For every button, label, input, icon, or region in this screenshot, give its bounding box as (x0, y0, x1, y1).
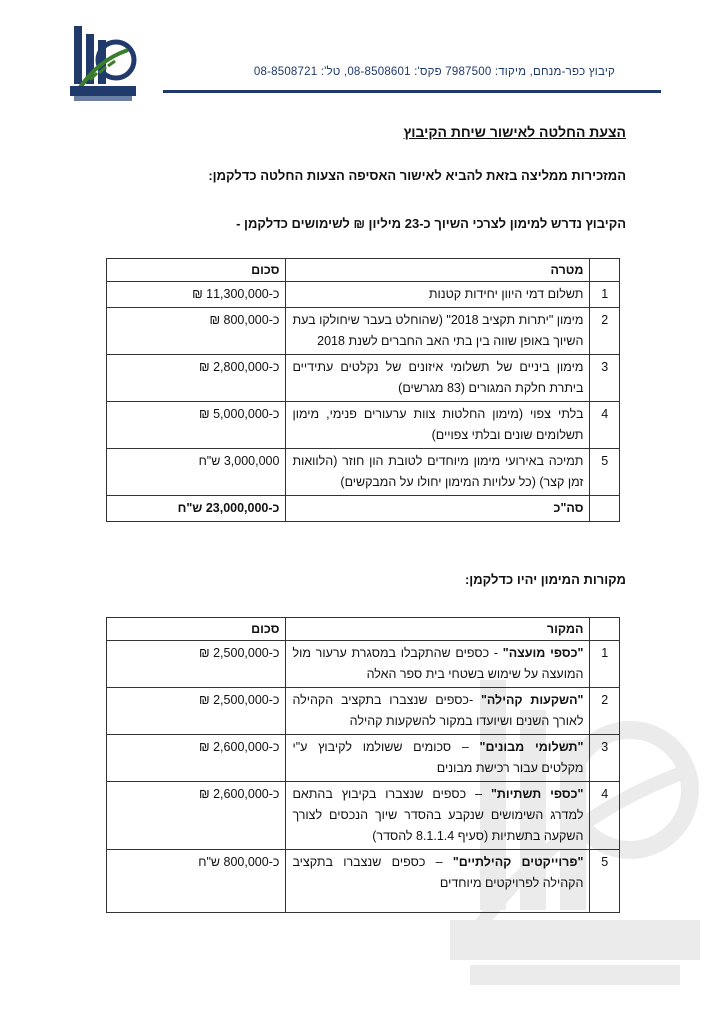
sources-table (106, 617, 620, 913)
row-source (286, 688, 590, 735)
row-amount: כ-2,500,000 ₪ (107, 641, 286, 688)
header-num (590, 259, 620, 282)
row-source (286, 782, 590, 850)
source-separator: – (451, 740, 480, 754)
row-amount: 3,000,000 ש"ח (107, 449, 286, 496)
source-description: כספים שנצברו בקיבוץ בהתאם למדרג השימושים שנקבע בהסדר שיוך הנכסים לצורך השקעה בתשתיות (סעיף 8.1.1.4 להסדר) (292, 787, 584, 843)
header-divider (163, 90, 661, 93)
table-total-row (107, 496, 620, 522)
table-row (107, 282, 620, 308)
source-description: כספים שנצברו בתקציב הקהילה לפרויקטים מיוחדים (292, 855, 584, 890)
row-purpose: מימון ביניים של תשלומי איזונים של נקלטים עתידיים ביתרת חלקת המגורים (83 מגרשים) (286, 355, 590, 402)
row-num: 1 (590, 282, 620, 308)
header-amount: סכום (107, 618, 286, 641)
funding-need-paragraph: הקיבוץ נדרש למימון לצרכי השיוך כ-23 מיליון ₪ לשימושים כדלקמן - (236, 216, 626, 231)
row-amount: כ-2,800,000 ₪ (107, 355, 286, 402)
source-separator: – (425, 855, 453, 869)
row-amount: כ-800,000 ₪ (107, 308, 286, 355)
table-row (107, 641, 620, 688)
row-amount: כ-11,300,000 ₪ (107, 282, 286, 308)
row-purpose: תשלום דמי היוון יחידות קטנות (286, 282, 590, 308)
table-row (107, 782, 620, 850)
header-contact: קיבוץ כפר-מנחם, מיקוד: 7987500 פקס': 08-8508601, טל': 08-8508721 (253, 66, 615, 78)
header-source: המקור (286, 618, 590, 641)
source-name: "תשלומי מבונים" (479, 740, 584, 754)
table-row (107, 402, 620, 449)
row-num: 1 (590, 641, 620, 688)
row-purpose: בלתי צפוי (מימון החלטות צוות ערעורים פנימי, מימון תשלומים שונים ובלתי צפויים) (286, 402, 590, 449)
row-purpose: מימון "יתרות תקציב 2018" (שהוחלט בעבר שיחולקו בעת השיוך באופן שווה בין בתי האב החברים לשנת 2018 (286, 308, 590, 355)
row-num: 5 (590, 850, 620, 913)
uses-table (106, 258, 620, 522)
kibbutz-logo-icon (68, 20, 140, 104)
source-description: סכומים ששולמו לקיבוץ ע"י מקלטים עבור רכישת מבונים (292, 740, 584, 775)
row-num: 2 (590, 688, 620, 735)
total-num-cell (590, 496, 620, 522)
row-amount: כ-2,600,000 ₪ (107, 782, 286, 850)
row-source (286, 850, 590, 913)
total-label: סה"כ (286, 496, 590, 522)
row-num: 2 (590, 308, 620, 355)
table-header-row (107, 259, 620, 282)
row-amount: כ-800,000 ש"ח (107, 850, 286, 913)
row-source (286, 735, 590, 782)
table-header-row (107, 618, 620, 641)
table-row (107, 355, 620, 402)
row-num: 4 (590, 402, 620, 449)
source-separator: - (489, 646, 503, 660)
row-amount: כ-2,500,000 ₪ (107, 688, 286, 735)
row-num: 3 (590, 355, 620, 402)
table-row (107, 735, 620, 782)
total-amount: כ-23,000,000 ש"ח (107, 496, 286, 522)
intro-paragraph: המזכירות ממליצה בזאת להביא לאישור האסיפה הצעות החלטה כדלקמן: (208, 168, 626, 183)
table-row (107, 850, 620, 913)
row-amount: כ-2,600,000 ₪ (107, 735, 286, 782)
row-num: 3 (590, 735, 620, 782)
header-amount: סכום (107, 259, 286, 282)
row-purpose: תמיכה באירועי מימון מיוחדים לטובת הון חוזר (הלוואות זמן קצר) (כל עלויות המימון יחולו על המבקשים) (286, 449, 590, 496)
source-description: כספים שהתקבלו במסגרת ערעור מול המועצה על שימוש בשטחי בית ספר האלה (292, 646, 584, 681)
page-title: הצעת החלטה לאישור שיחת הקיבוץ (403, 124, 626, 140)
row-num: 4 (590, 782, 620, 850)
source-name: "השקעות קהילה" (480, 693, 584, 707)
table-row (107, 308, 620, 355)
source-name: "כספי תשתיות" (490, 787, 584, 801)
table-row (107, 449, 620, 496)
table-row (107, 688, 620, 735)
row-num: 5 (590, 449, 620, 496)
header-num (590, 618, 620, 641)
source-separator: – (466, 787, 491, 801)
header-purpose: מטרה (286, 259, 590, 282)
source-name: "פרוייקטים קהילתיים" (452, 855, 584, 869)
row-amount: כ-5,000,000 ₪ (107, 402, 286, 449)
source-name: "כספי מועצה" (502, 646, 584, 660)
source-separator: - (469, 693, 481, 707)
source-description: כספים שנצברו בתקציב הקהילה לאורך השנים ושיועדו במקור להשקעות קהילה (292, 693, 584, 728)
row-source (286, 641, 590, 688)
sources-heading: מקורות המימון יהיו כדלקמן: (464, 572, 626, 587)
